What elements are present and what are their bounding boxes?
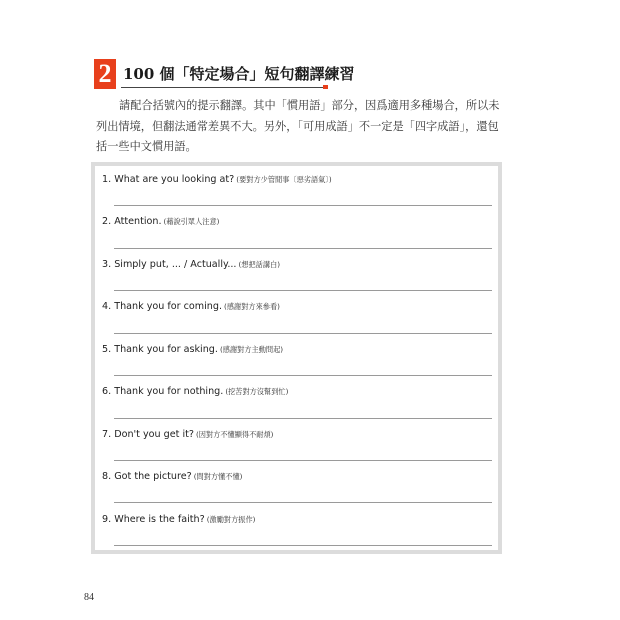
question-hint: (感謝對方主動問起): [219, 345, 284, 354]
question-text: 1. What are you looking at?: [102, 174, 235, 185]
question-hint: (挖苦對方沒幫到忙): [225, 387, 289, 396]
question-text: 4. Thank you for coming.: [102, 301, 223, 312]
question-text: 2. Attention.: [102, 216, 162, 227]
question-text: 8. Got the picture?: [102, 471, 192, 482]
question-item: [102, 259, 502, 270]
question-text: 3. Simply put, ... / Actually...: [102, 259, 237, 270]
answer-line[interactable]: [114, 545, 492, 546]
answer-line[interactable]: [114, 502, 492, 503]
intro-paragraph: 請配合括號內的提示翻譯。其中「慣用語」部分，因爲適用多種場合，所以未列出情境，但翻法通常差異不大。另外，「可用成語」不一定是「四字成語」，還包括一些中文慣用語。: [96, 99, 500, 153]
question-item: [102, 386, 502, 397]
question-text: 7. Don't you get it?: [102, 429, 194, 440]
title-underline: [121, 87, 324, 88]
answer-line[interactable]: [114, 375, 492, 376]
section-title: 100 個「特定場合」短句翻譯練習: [123, 65, 355, 83]
answer-line[interactable]: [114, 205, 492, 206]
page-number: 84: [84, 592, 94, 603]
answer-line[interactable]: [114, 333, 492, 334]
question-hint: (因對方不懂顯得不耐煩): [196, 430, 274, 439]
title-underline-accent: [323, 85, 328, 89]
question-hint: (問對方懂不懂): [193, 472, 243, 481]
question-hint: (想把話講白): [238, 260, 281, 269]
question-item: [102, 216, 502, 227]
question-item: [102, 301, 502, 312]
answer-line[interactable]: [114, 248, 492, 249]
question-hint: (激勵對方振作): [206, 515, 256, 524]
question-item: [102, 471, 502, 482]
section-number-badge: 2: [94, 59, 116, 89]
answer-line[interactable]: [114, 418, 492, 419]
answer-line[interactable]: [114, 460, 492, 461]
question-item: [102, 344, 502, 355]
question-hint: (感謝對方來參看): [224, 302, 280, 311]
question-hint: (要對方少管閒事〔惡劣語氣〕): [236, 175, 332, 184]
question-text: 6. Thank you for nothing.: [102, 386, 224, 397]
question-item: [102, 429, 502, 440]
question-item: [102, 514, 502, 525]
question-item: [102, 174, 502, 185]
question-text: 5. Thank you for asking.: [102, 344, 218, 355]
question-hint: (藉說引眾人注意): [163, 217, 220, 226]
section-header: [94, 59, 514, 91]
answer-line[interactable]: [114, 290, 492, 291]
question-text: 9. Where is the faith?: [102, 514, 205, 525]
